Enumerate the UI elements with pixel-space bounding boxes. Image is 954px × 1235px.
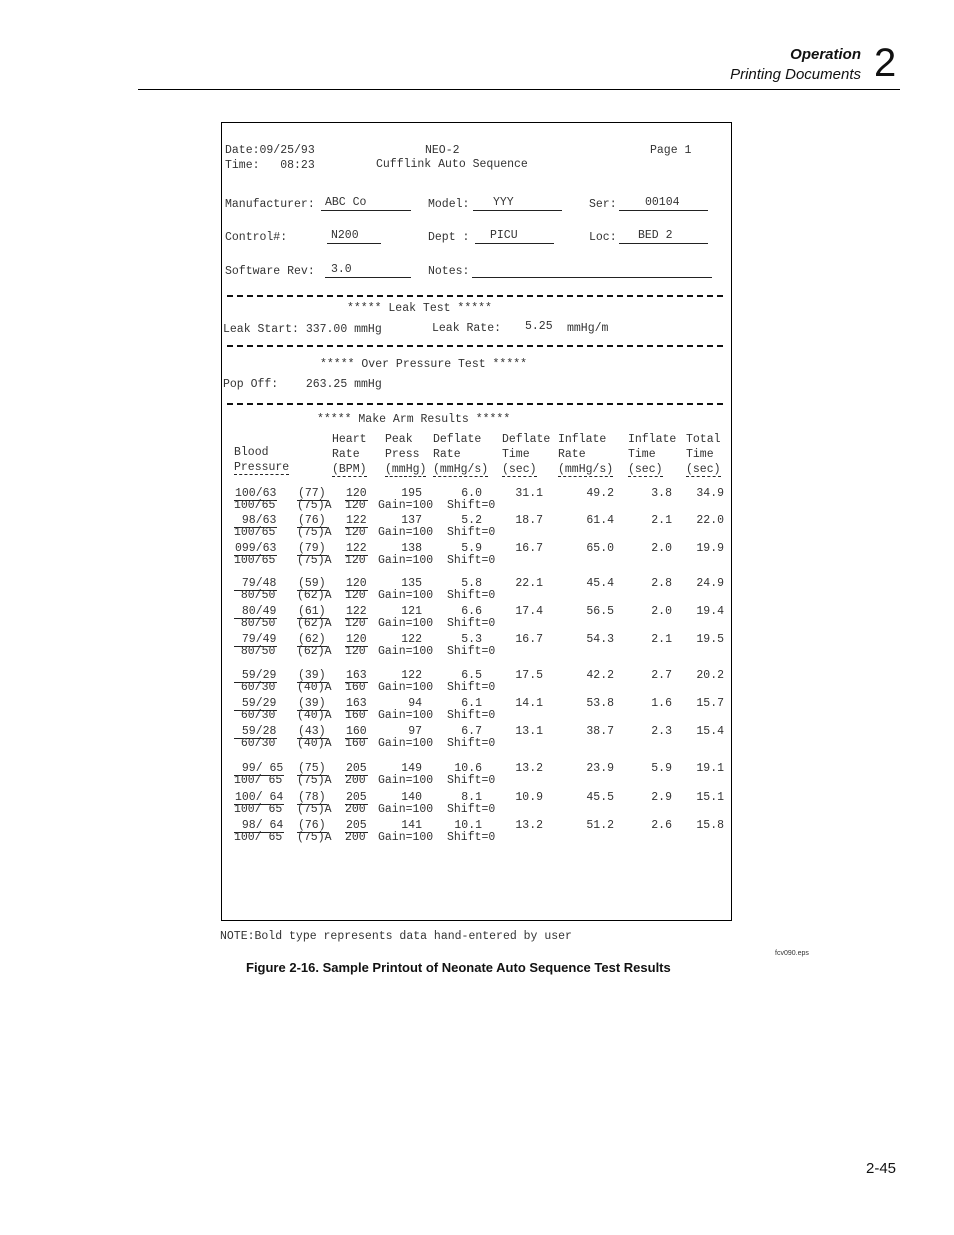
column-header-line: Time bbox=[502, 448, 530, 461]
column-header-line: (mmHg/s) bbox=[433, 463, 489, 476]
row-hr2: 160 bbox=[346, 725, 367, 738]
row-ref-hr: (75)A bbox=[297, 499, 332, 512]
row-deflate-rate: 10.6 bbox=[454, 762, 482, 775]
row-ref-bp: 100/ 65 bbox=[234, 803, 283, 816]
row-deflate-rate: 10.1 bbox=[454, 819, 482, 832]
row-peak: 97 bbox=[408, 725, 422, 738]
row-peak: 138 bbox=[401, 542, 422, 555]
row-hr2: 120 bbox=[346, 487, 367, 500]
row-bp: 79/48 bbox=[235, 577, 277, 590]
row-gain: Gain=100 bbox=[378, 499, 434, 512]
eps-label: fcv090.eps bbox=[775, 950, 809, 957]
row-bp: 59/29 bbox=[235, 697, 277, 710]
row-bp: 100/63 bbox=[235, 487, 277, 500]
row-peak: 135 bbox=[401, 577, 422, 590]
row-ref-hr2: 120 bbox=[345, 554, 366, 567]
row-deflate-rate: 6.1 bbox=[461, 697, 482, 710]
row-ref-bp: 60/30 bbox=[234, 681, 276, 694]
row-deflate-time: 13.1 bbox=[515, 725, 543, 738]
row-shift: Shift=0 bbox=[447, 589, 496, 602]
row-ref-hr: (40)A bbox=[297, 737, 332, 750]
row-ref-bp: 100/65 bbox=[234, 499, 276, 512]
row-ref-bp: 100/ 65 bbox=[234, 831, 283, 844]
column-header-line: Press bbox=[385, 448, 420, 461]
row-inflate-rate: 51.2 bbox=[586, 819, 614, 832]
row-gain: Gain=100 bbox=[378, 803, 434, 816]
print-page: Page 1 bbox=[650, 144, 692, 157]
row-deflate-time: 22.1 bbox=[515, 577, 543, 590]
column-header-line: Rate bbox=[558, 448, 586, 461]
row-bp: 100/ 64 bbox=[235, 791, 284, 804]
column-header-line: (mmHg/s) bbox=[558, 463, 614, 476]
chapter-number: 2 bbox=[874, 41, 897, 85]
row-shift: Shift=0 bbox=[447, 681, 496, 694]
control-label: Control#: bbox=[225, 231, 288, 244]
row-deflate-time: 31.1 bbox=[515, 487, 543, 500]
leak-test-title: ***** Leak Test ***** bbox=[347, 302, 492, 315]
row-peak: 122 bbox=[401, 669, 422, 682]
row-inflate-rate: 49.2 bbox=[586, 487, 614, 500]
row-peak: 141 bbox=[401, 819, 422, 832]
notes-label: Notes: bbox=[428, 265, 470, 278]
row-inflate-time: 2.1 bbox=[651, 633, 672, 646]
separator-1 bbox=[227, 295, 723, 297]
model-field bbox=[473, 196, 562, 211]
column-header-line: (BPM) bbox=[332, 463, 367, 476]
row-hr2: 205 bbox=[346, 791, 367, 804]
row-ref-hr2: 200 bbox=[345, 774, 366, 787]
column-header-line: Heart bbox=[332, 433, 367, 446]
row-ref-hr2: 120 bbox=[345, 526, 366, 539]
row-bp: 80/49 bbox=[235, 605, 277, 618]
row-ref-hr: (40)A bbox=[297, 709, 332, 722]
row-inflate-time: 2.0 bbox=[651, 542, 672, 555]
leak-start: Leak Start: 337.00 mmHg bbox=[223, 323, 382, 336]
row-bp: 98/ 64 bbox=[235, 819, 284, 832]
control-value: N200 bbox=[331, 229, 359, 242]
column-header-line: Rate bbox=[433, 448, 461, 461]
row-ref-bp: 60/30 bbox=[234, 709, 276, 722]
print-time: Time: 08:23 bbox=[225, 159, 315, 172]
row-inflate-rate: 65.0 bbox=[586, 542, 614, 555]
row-deflate-rate: 8.1 bbox=[461, 791, 482, 804]
row-gain: Gain=100 bbox=[378, 831, 434, 844]
row-total-time: 15.7 bbox=[696, 697, 724, 710]
row-ref-bp: 80/50 bbox=[234, 617, 276, 630]
column-header-line: Inflate bbox=[558, 433, 607, 446]
row-hr2: 205 bbox=[346, 762, 367, 775]
row-gain: Gain=100 bbox=[378, 526, 434, 539]
row-hr: (62) bbox=[298, 633, 326, 646]
figure-caption: Figure 2-16. Sample Printout of Neonate Auto Sequence Test Results bbox=[246, 960, 671, 975]
row-inflate-time: 1.6 bbox=[651, 697, 672, 710]
row-hr: (77) bbox=[298, 487, 326, 500]
dept-label: Dept : bbox=[428, 231, 470, 244]
row-inflate-time: 2.0 bbox=[651, 605, 672, 618]
row-inflate-time: 2.9 bbox=[651, 791, 672, 804]
ser-value: 00104 bbox=[645, 196, 680, 209]
row-total-time: 24.9 bbox=[696, 577, 724, 590]
row-gain: Gain=100 bbox=[378, 737, 434, 750]
row-hr: (39) bbox=[298, 669, 326, 682]
subsection-title: Printing Documents bbox=[730, 66, 861, 83]
row-inflate-time: 2.8 bbox=[651, 577, 672, 590]
row-ref-hr2: 160 bbox=[345, 709, 366, 722]
row-deflate-time: 17.5 bbox=[515, 669, 543, 682]
column-header-line: Pressure bbox=[234, 461, 290, 474]
row-peak: 195 bbox=[401, 487, 422, 500]
loc-label: Loc: bbox=[589, 231, 617, 244]
ser-label: Ser: bbox=[589, 198, 617, 211]
ser-field bbox=[619, 196, 708, 211]
row-hr2: 122 bbox=[346, 514, 367, 527]
row-gain: Gain=100 bbox=[378, 645, 434, 658]
row-bp: 79/49 bbox=[235, 633, 277, 646]
row-total-time: 19.1 bbox=[696, 762, 724, 775]
column-header-line: Rate bbox=[332, 448, 360, 461]
row-gain: Gain=100 bbox=[378, 774, 434, 787]
row-hr2: 120 bbox=[346, 577, 367, 590]
separator-3 bbox=[227, 403, 723, 405]
row-total-time: 15.8 bbox=[696, 819, 724, 832]
row-bp: 099/63 bbox=[235, 542, 277, 555]
separator-2 bbox=[227, 345, 723, 347]
column-header-line: (sec) bbox=[502, 463, 537, 476]
row-gain: Gain=100 bbox=[378, 617, 434, 630]
row-bp: 98/63 bbox=[235, 514, 277, 527]
row-inflate-rate: 42.2 bbox=[586, 669, 614, 682]
row-hr: (43) bbox=[298, 725, 326, 738]
row-shift: Shift=0 bbox=[447, 499, 496, 512]
row-hr: (76) bbox=[298, 819, 326, 832]
row-deflate-time: 16.7 bbox=[515, 633, 543, 646]
row-deflate-rate: 5.3 bbox=[461, 633, 482, 646]
row-ref-hr: (62)A bbox=[297, 617, 332, 630]
row-total-time: 20.2 bbox=[696, 669, 724, 682]
row-deflate-rate: 6.6 bbox=[461, 605, 482, 618]
manufacturer-label: Manufacturer: bbox=[225, 198, 315, 211]
row-hr: (61) bbox=[298, 605, 326, 618]
notes-field bbox=[472, 263, 712, 278]
column-header-line: Time bbox=[686, 448, 714, 461]
row-deflate-time: 13.2 bbox=[515, 762, 543, 775]
row-ref-hr2: 160 bbox=[345, 681, 366, 694]
row-deflate-time: 13.2 bbox=[515, 819, 543, 832]
row-ref-hr: (40)A bbox=[297, 681, 332, 694]
row-total-time: 19.5 bbox=[696, 633, 724, 646]
row-peak: 149 bbox=[401, 762, 422, 775]
row-hr: (79) bbox=[298, 542, 326, 555]
row-shift: Shift=0 bbox=[447, 737, 496, 750]
software-value: 3.0 bbox=[331, 263, 352, 276]
row-total-time: 15.1 bbox=[696, 791, 724, 804]
row-ref-hr2: 120 bbox=[345, 645, 366, 658]
row-deflate-rate: 6.0 bbox=[461, 487, 482, 500]
row-peak: 140 bbox=[401, 791, 422, 804]
dept-field bbox=[475, 229, 554, 244]
row-ref-bp: 80/50 bbox=[234, 589, 276, 602]
row-ref-hr: (62)A bbox=[297, 589, 332, 602]
header-rule bbox=[138, 89, 900, 90]
column-header-line: Time bbox=[628, 448, 656, 461]
row-shift: Shift=0 bbox=[447, 526, 496, 539]
dept-value: PICU bbox=[490, 229, 518, 242]
software-field bbox=[325, 263, 411, 278]
row-deflate-time: 14.1 bbox=[515, 697, 543, 710]
row-ref-bp: 60/30 bbox=[234, 737, 276, 750]
row-inflate-rate: 45.4 bbox=[586, 577, 614, 590]
column-header-line: (sec) bbox=[628, 463, 663, 476]
row-ref-hr: (75)A bbox=[297, 803, 332, 816]
row-hr: (78) bbox=[298, 791, 326, 804]
row-gain: Gain=100 bbox=[378, 709, 434, 722]
row-inflate-time: 2.3 bbox=[651, 725, 672, 738]
row-hr2: 122 bbox=[346, 542, 367, 555]
row-total-time: 19.4 bbox=[696, 605, 724, 618]
row-total-time: 19.9 bbox=[696, 542, 724, 555]
row-hr: (76) bbox=[298, 514, 326, 527]
row-bp: 59/29 bbox=[235, 669, 277, 682]
row-ref-bp: 100/ 65 bbox=[234, 774, 283, 787]
column-header-line: Inflate bbox=[628, 433, 677, 446]
footnote: NOTE:Bold type represents data hand-entered by user bbox=[220, 930, 572, 943]
leak-rate-label: Leak Rate: bbox=[432, 322, 502, 335]
leak-rate-value: 5.25 bbox=[525, 320, 553, 333]
row-deflate-rate: 6.7 bbox=[461, 725, 482, 738]
leak-rate-unit: mmHg/m bbox=[567, 322, 609, 335]
row-gain: Gain=100 bbox=[378, 589, 434, 602]
row-deflate-rate: 5.9 bbox=[461, 542, 482, 555]
row-total-time: 22.0 bbox=[696, 514, 724, 527]
row-hr2: 205 bbox=[346, 819, 367, 832]
row-peak: 137 bbox=[401, 514, 422, 527]
row-ref-hr2: 200 bbox=[345, 831, 366, 844]
row-inflate-rate: 56.5 bbox=[586, 605, 614, 618]
row-ref-hr2: 120 bbox=[345, 589, 366, 602]
manufacturer-field bbox=[321, 196, 411, 211]
row-shift: Shift=0 bbox=[447, 774, 496, 787]
row-hr: (59) bbox=[298, 577, 326, 590]
row-ref-bp: 100/65 bbox=[234, 526, 276, 539]
row-ref-hr2: 120 bbox=[345, 617, 366, 630]
row-deflate-time: 10.9 bbox=[515, 791, 543, 804]
row-inflate-time: 5.9 bbox=[651, 762, 672, 775]
row-ref-hr: (62)A bbox=[297, 645, 332, 658]
row-inflate-rate: 54.3 bbox=[586, 633, 614, 646]
row-hr: (39) bbox=[298, 697, 326, 710]
section-title: Operation bbox=[790, 46, 861, 63]
column-header-line: (mmHg) bbox=[385, 463, 427, 476]
row-peak: 121 bbox=[401, 605, 422, 618]
row-deflate-time: 18.7 bbox=[515, 514, 543, 527]
row-deflate-time: 16.7 bbox=[515, 542, 543, 555]
model-value: YYY bbox=[493, 196, 514, 209]
column-header-line: Blood bbox=[234, 446, 269, 459]
row-inflate-time: 2.1 bbox=[651, 514, 672, 527]
row-ref-bp: 100/65 bbox=[234, 554, 276, 567]
row-total-time: 15.4 bbox=[696, 725, 724, 738]
row-deflate-time: 17.4 bbox=[515, 605, 543, 618]
row-total-time: 34.9 bbox=[696, 487, 724, 500]
row-hr2: 122 bbox=[346, 605, 367, 618]
row-hr2: 120 bbox=[346, 633, 367, 646]
row-shift: Shift=0 bbox=[447, 803, 496, 816]
row-hr2: 163 bbox=[346, 697, 367, 710]
row-inflate-time: 2.7 bbox=[651, 669, 672, 682]
over-pressure-title: ***** Over Pressure Test ***** bbox=[320, 358, 528, 371]
row-inflate-rate: 23.9 bbox=[586, 762, 614, 775]
column-header-line: Deflate bbox=[433, 433, 482, 446]
row-hr2: 163 bbox=[346, 669, 367, 682]
row-shift: Shift=0 bbox=[447, 645, 496, 658]
column-header-line: (sec) bbox=[686, 463, 721, 476]
row-ref-hr: (75)A bbox=[297, 774, 332, 787]
row-ref-bp: 80/50 bbox=[234, 645, 276, 658]
arm-results-title: ***** Make Arm Results ***** bbox=[317, 413, 511, 426]
row-inflate-rate: 61.4 bbox=[586, 514, 614, 527]
loc-value: BED 2 bbox=[638, 229, 673, 242]
row-shift: Shift=0 bbox=[447, 617, 496, 630]
print-sequence: Cufflink Auto Sequence bbox=[376, 158, 528, 171]
row-ref-hr2: 160 bbox=[345, 737, 366, 750]
pop-off: Pop Off: 263.25 mmHg bbox=[223, 378, 382, 391]
row-deflate-rate: 5.2 bbox=[461, 514, 482, 527]
column-header-line: Peak bbox=[385, 433, 413, 446]
row-shift: Shift=0 bbox=[447, 709, 496, 722]
row-inflate-rate: 38.7 bbox=[586, 725, 614, 738]
column-header-line: Total bbox=[686, 433, 721, 446]
manufacturer-value: ABC Co bbox=[325, 196, 367, 209]
row-inflate-rate: 53.8 bbox=[586, 697, 614, 710]
row-ref-hr: (75)A bbox=[297, 831, 332, 844]
row-inflate-time: 2.6 bbox=[651, 819, 672, 832]
row-hr: (75) bbox=[298, 762, 326, 775]
print-date: Date:09/25/93 bbox=[225, 144, 315, 157]
row-bp: 59/28 bbox=[235, 725, 277, 738]
row-inflate-time: 3.8 bbox=[651, 487, 672, 500]
row-ref-hr2: 200 bbox=[345, 803, 366, 816]
print-device: NEO-2 bbox=[425, 144, 460, 157]
row-ref-hr: (75)A bbox=[297, 554, 332, 567]
row-gain: Gain=100 bbox=[378, 554, 434, 567]
row-deflate-rate: 5.8 bbox=[461, 577, 482, 590]
page-number: 2-45 bbox=[866, 1160, 897, 1177]
software-label: Software Rev: bbox=[225, 265, 315, 278]
control-field bbox=[327, 229, 381, 244]
row-peak: 94 bbox=[408, 697, 422, 710]
row-ref-hr: (75)A bbox=[297, 526, 332, 539]
row-ref-hr2: 120 bbox=[345, 499, 366, 512]
model-label: Model: bbox=[428, 198, 470, 211]
column-header-line: Deflate bbox=[502, 433, 551, 446]
row-bp: 99/ 65 bbox=[235, 762, 284, 775]
row-inflate-rate: 45.5 bbox=[586, 791, 614, 804]
row-peak: 122 bbox=[401, 633, 422, 646]
loc-field bbox=[619, 229, 708, 244]
row-shift: Shift=0 bbox=[447, 554, 496, 567]
row-gain: Gain=100 bbox=[378, 681, 434, 694]
row-shift: Shift=0 bbox=[447, 831, 496, 844]
row-deflate-rate: 6.5 bbox=[461, 669, 482, 682]
